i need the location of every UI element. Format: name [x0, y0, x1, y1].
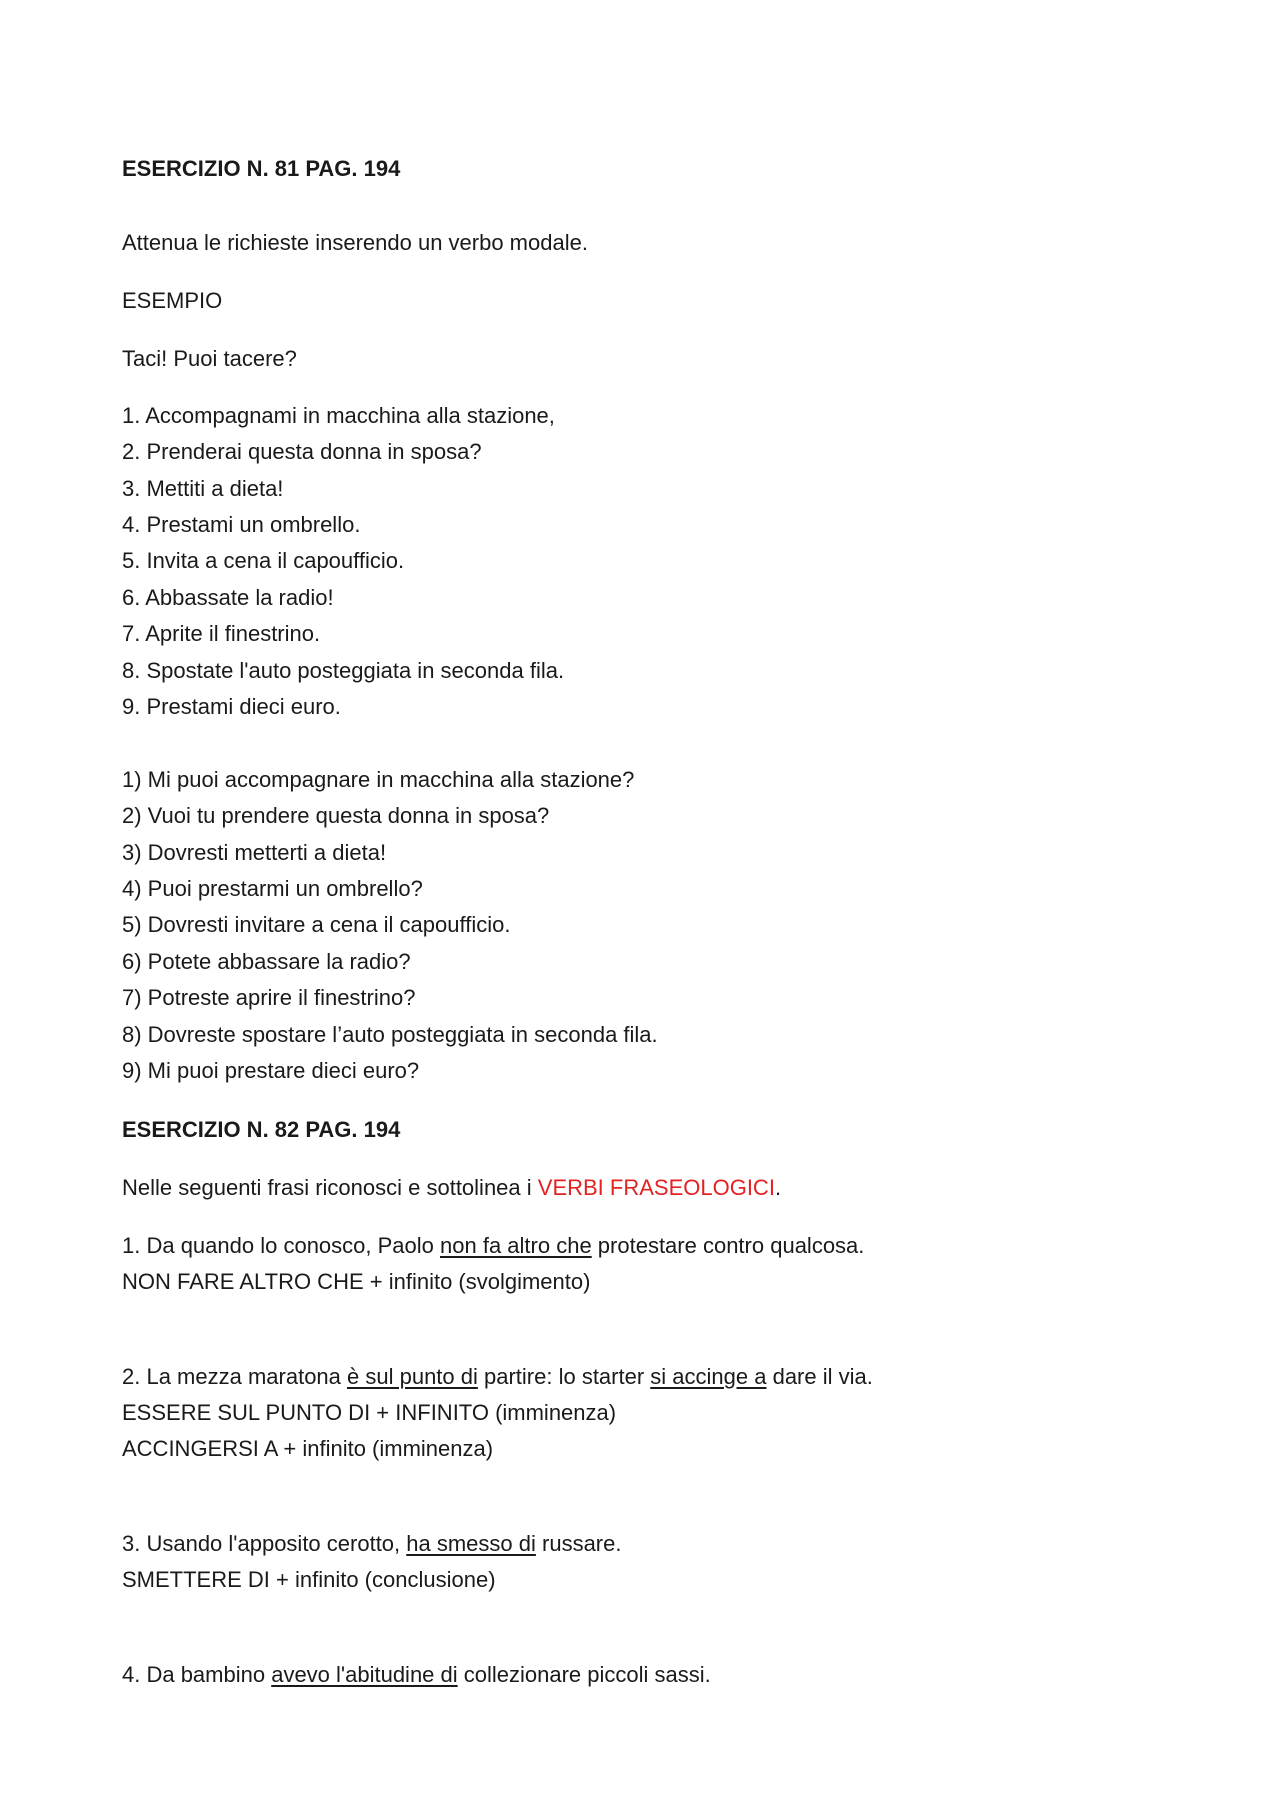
list-item: 8. Spostate l'auto posteggiata in seconda fila.	[122, 658, 565, 683]
sentence-text: 2. La mezza maratona	[122, 1364, 348, 1389]
item-2-note: ACCINGERSI A + infinito (imminenza)	[122, 1436, 494, 1461]
list-item: 1. Accompagnami in macchina alla stazione,	[122, 403, 555, 428]
underlined-verb: ha smesso di	[406, 1531, 536, 1556]
sentence-text: 3. Usando l'apposito cerotto,	[122, 1531, 407, 1556]
exercise-81-instruction: Attenua le richieste inserendo un verbo modale.	[122, 230, 588, 255]
example-text: Taci! Puoi tacere?	[122, 346, 297, 371]
sentence-text: collezionare piccoli sassi.	[457, 1662, 711, 1687]
instruction-highlight: VERBI FRASEOLOGICI	[537, 1175, 775, 1200]
answer-item: 4) Puoi prestarmi un ombrello?	[122, 876, 423, 901]
exercise-82-item-4	[122, 1662, 711, 1688]
exercise-81-title: ESERCIZIO N. 81 PAG. 194	[122, 156, 401, 181]
answer-item: 2) Vuoi tu prendere questa donna in sposa?	[122, 803, 550, 828]
sentence-text: protestare contro qualcosa.	[591, 1233, 865, 1258]
list-item: 9. Prestami dieci euro.	[122, 694, 341, 719]
underlined-verb: avevo l'abitudine di	[271, 1662, 458, 1687]
instruction-end: .	[774, 1175, 782, 1200]
list-item: 5. Invita a cena il capoufficio.	[122, 548, 405, 573]
exercise-82-instruction	[122, 1175, 781, 1201]
underlined-verb: non fa altro che	[440, 1233, 592, 1258]
sentence-text: 4. Da bambino	[122, 1662, 272, 1687]
example-label: ESEMPIO	[122, 288, 223, 313]
sentence-text: russare.	[535, 1531, 622, 1556]
exercise-82-title: ESERCIZIO N. 82 PAG. 194	[122, 1117, 401, 1142]
sentence-text: 1. Da quando lo conosco, Paolo	[122, 1233, 441, 1258]
list-item: 2. Prenderai questa donna in sposa?	[122, 439, 482, 464]
answer-item: 6) Potete abbassare la radio?	[122, 949, 411, 974]
list-item: 3. Mettiti a dieta!	[122, 476, 284, 501]
list-item: 4. Prestami un ombrello.	[122, 512, 361, 537]
answer-item: 7) Potreste aprire il finestrino?	[122, 985, 416, 1010]
exercise-82-item-3	[122, 1531, 621, 1557]
answer-item: 9) Mi puoi prestare dieci euro?	[122, 1058, 420, 1083]
item-3-note: SMETTERE DI + infinito (conclusione)	[122, 1567, 496, 1592]
sentence-text: partire: lo starter	[477, 1364, 651, 1389]
list-item: 7. Aprite il finestrino.	[122, 621, 321, 646]
exercise-82-item-1	[122, 1233, 864, 1259]
answer-item: 3) Dovresti metterti a dieta!	[122, 840, 387, 865]
item-2-note: ESSERE SUL PUNTO DI + INFINITO (imminenza)	[122, 1400, 617, 1425]
list-item: 6. Abbassate la radio!	[122, 585, 334, 610]
answer-item: 5) Dovresti invitare a cena il capoufficio.	[122, 912, 511, 937]
underlined-verb: è sul punto di	[347, 1364, 478, 1389]
instruction-text: Nelle seguenti frasi riconosci e sottolinea i	[122, 1175, 538, 1200]
answer-item: 1) Mi puoi accompagnare in macchina alla stazione?	[122, 767, 635, 792]
sentence-text: dare il via.	[766, 1364, 873, 1389]
underlined-verb: si accinge a	[650, 1364, 767, 1389]
answer-item: 8) Dovreste spostare l’auto posteggiata in seconda fila.	[122, 1022, 658, 1047]
exercise-82-item-2	[122, 1364, 873, 1390]
item-1-note: NON FARE ALTRO CHE + infinito (svolgimento)	[122, 1269, 591, 1294]
